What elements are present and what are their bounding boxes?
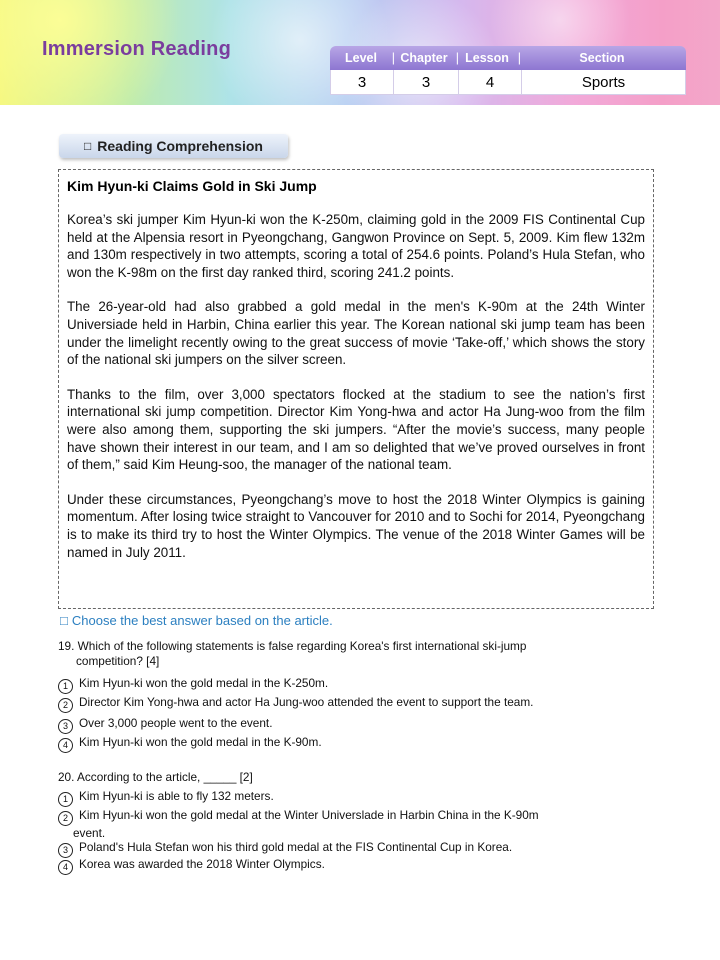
option-text: Kim Hyun-ki won the gold medal in the K-250m. <box>79 676 329 690</box>
option-text: Kim Hyun-ki won the gold medal in the K-90m. <box>79 735 322 749</box>
option-text-continuation: event. <box>73 826 106 840</box>
article-paragraph: Korea’s ski jumper Kim Hyun-ki won the K-250m, claiming gold in the 2009 FIS Continental Cup held at the Alpensia resort in Pyeongchang, Gangwon Province on Sept. 5, 2009. Kim flew 132m and 130m respectively in two attempts, scoring a total of 254.6 points. Poland’s Hula Stefan, who won the K-98m on the first day ranked third, scoring 241.2 points. <box>67 212 645 280</box>
section-header: Section <box>579 51 625 65</box>
question-20-stem <box>58 770 253 785</box>
question-19-stem <box>58 639 526 669</box>
lesson-info-table <box>330 46 686 95</box>
article-title: Kim Hyun-ki Claims Gold in Ski Jump <box>67 178 317 194</box>
level-value: 3 <box>331 70 394 94</box>
lesson-value: 4 <box>459 70 522 94</box>
option-number-icon: 2 <box>58 698 73 713</box>
instruction-text: Choose the best answer based on the article. <box>71 613 333 628</box>
lesson-info-header <box>330 46 686 70</box>
chapter-header: Chapter | <box>392 46 456 70</box>
level-header: Level | <box>330 46 392 70</box>
chapter-value: 3 <box>394 70 459 94</box>
option-text: Kim Hyun-ki is able to fly 132 meters. <box>79 789 274 803</box>
question-20-option-1[interactable] <box>58 789 618 807</box>
question-stem-line: 20. According to the article, _____ [2] <box>58 770 253 784</box>
checkbox-marker-icon: □ <box>60 613 68 628</box>
lesson-info-values <box>330 70 686 95</box>
question-19-option-3[interactable] <box>58 716 618 734</box>
lesson-header: Lesson | <box>456 46 518 70</box>
article-paragraph: The 26-year-old had also grabbed a gold medal in the men's K-90m at the 24th Winter Universiade held in Harbin, China earlier this year. The Korean national ski jump team has been under the limelight recently owing to the great success of movie ‘Take-off,’ which shows the story of the national ski jumpers on the silver screen. <box>67 299 645 368</box>
option-number-icon: 1 <box>58 792 73 807</box>
option-number-icon: 2 <box>58 811 73 826</box>
question-19-option-1[interactable] <box>58 676 618 694</box>
article-box <box>58 169 654 609</box>
question-20-option-2[interactable] <box>58 808 618 841</box>
option-text: Poland's Hula Stefan won his third gold medal at the FIS Continental Cup in Korea. <box>79 840 513 854</box>
option-text: Kim Hyun-ki won the gold medal at the Winter Universlade in Harbin China in the K-90m <box>79 808 539 822</box>
question-19-option-4[interactable] <box>58 735 618 753</box>
option-number-icon: 4 <box>58 738 73 753</box>
header-banner <box>0 0 720 105</box>
question-stem-line: competition? [4] <box>76 654 160 668</box>
reading-comprehension-tab <box>59 134 288 158</box>
tab-label: Reading Comprehension <box>97 138 263 154</box>
option-number-icon: 3 <box>58 843 73 858</box>
checkbox-marker-icon: □ <box>84 139 92 153</box>
option-number-icon: 4 <box>58 860 73 875</box>
article-paragraph: Under these circumstances, Pyeongchang’s move to host the 2018 Winter Olympics is gaining momentum. After losing twice straight to Vancouver for 2010 and to Sochi for 2014, Pyeongchang is to make its third try to host the Winter Olympics. The venue of the 2018 Winter Games will be named in July 2011. <box>67 491 645 560</box>
option-text: Korea was awarded the 2018 Winter Olympics. <box>79 857 325 871</box>
option-number-icon: 1 <box>58 679 73 694</box>
article-paragraph: Thanks to the film, over 3,000 spectators flocked at the stadium to see the nation’s first international ski jump competition. Director Kim Yong-hwa and actor Ha Jung-woo from the film were also among them, supporting the ski jumpers. “After the movie’s success, many people have shown their interest in our team, and I am so delighted that we’ve proved ourselves in front of them,” said Kim Heung-soo, the manager of the national team. <box>67 386 645 473</box>
instruction <box>60 613 333 628</box>
question-19-option-2[interactable] <box>58 695 618 713</box>
option-number-icon: 3 <box>58 719 73 734</box>
option-text: Director Kim Yong-hwa and actor Ha Jung-woo attended the event to support the team. <box>79 695 534 709</box>
option-text: Over 3,000 people went to the event. <box>79 716 273 730</box>
question-20-option-4[interactable] <box>58 857 618 875</box>
question-20-option-3[interactable] <box>58 840 618 858</box>
brand-title: Immersion Reading <box>42 38 231 60</box>
question-stem-line: 19. Which of the following statements is false regarding Korea's first international ski-jump <box>58 639 527 653</box>
section-value: Sports <box>581 73 626 91</box>
